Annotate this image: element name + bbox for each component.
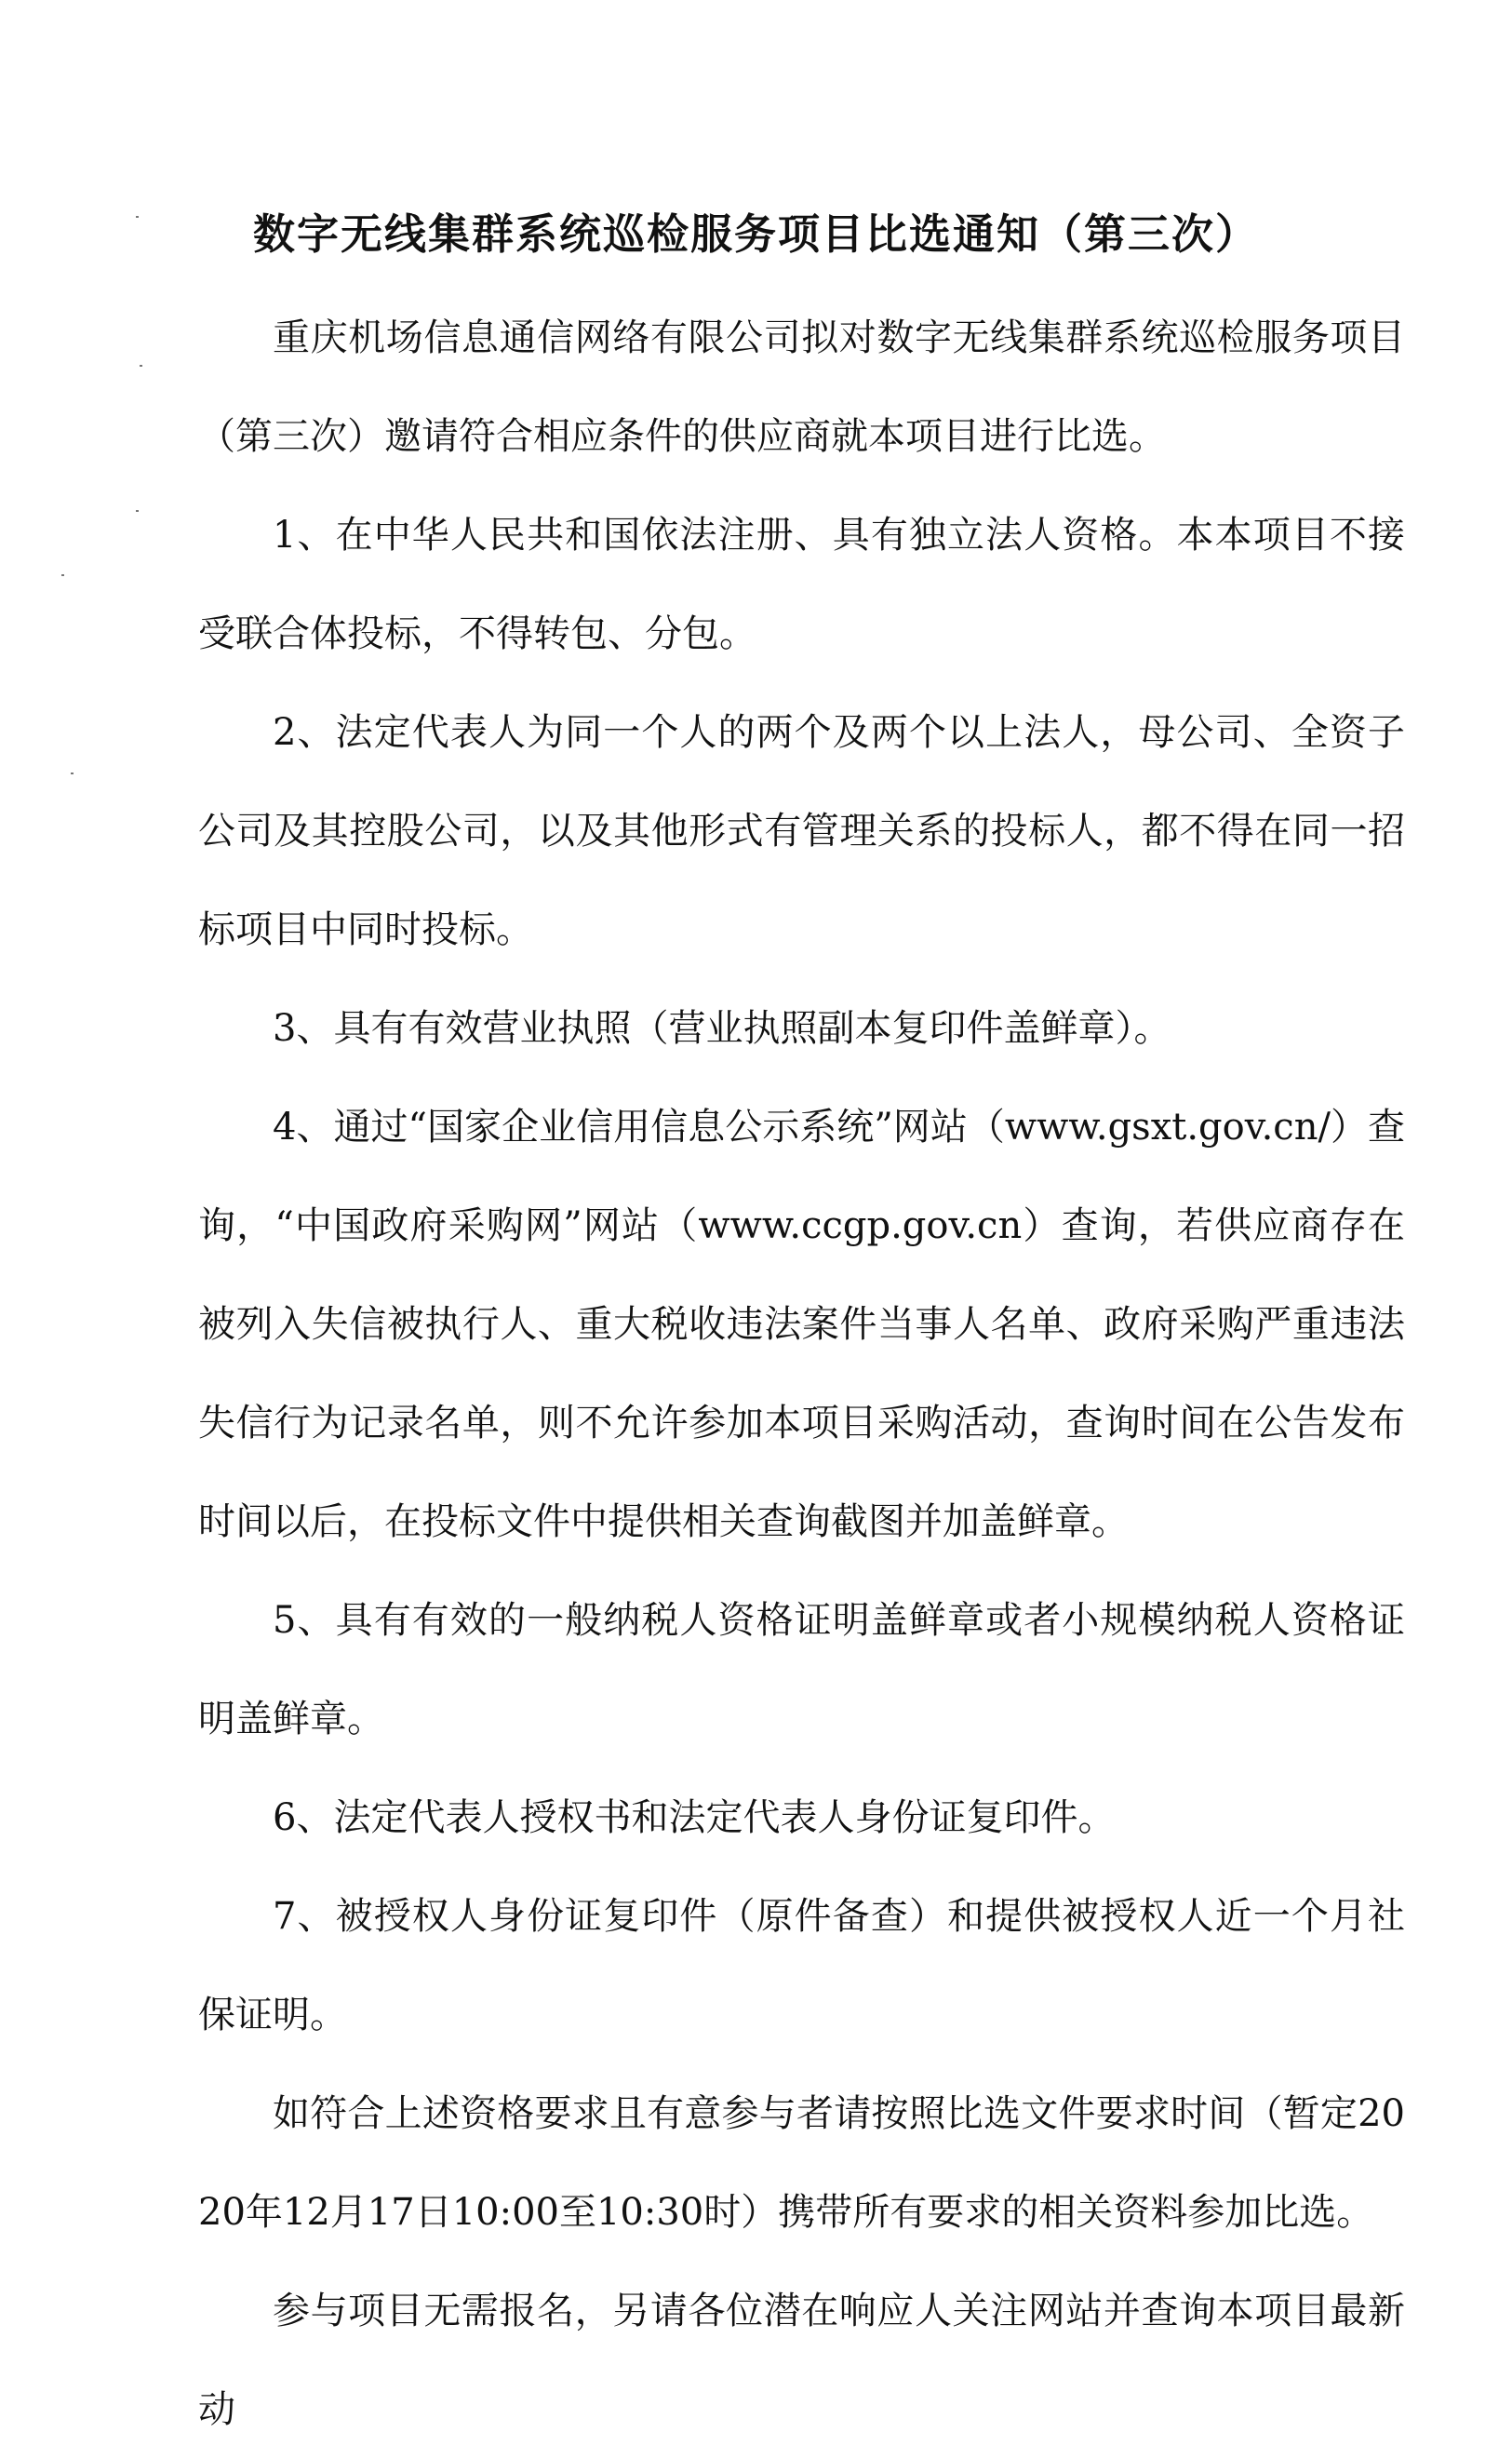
document-title: 数字无线集群系统巡检服务项目比选通知（第三次） (252, 209, 1259, 259)
intro-paragraph: 重庆机场信息通信网络有限公司拟对数字无线集群系统巡检服务项目（第三次）邀请符合相应条件的供应商就本项目进行比选。 (198, 316, 1405, 458)
requirement-3: 3、具有有效营业执照（营业执照副本复印件盖鲜章）。 (273, 1007, 1171, 1050)
requirement-2: 2、法定代表人为同一个人的两个及两个以上法人，母公司、全资子公司及其控股公司，以及其他形式有管理关系的投标人，都不得在同一招标项目中同时投标。 (198, 711, 1405, 951)
requirement-1: 1、在中华人民共和国依法注册、具有独立法人资格。本本项目不接受联合体投标，不得转包、分包。 (198, 514, 1405, 655)
registration-note-paragraph: 参与项目无需报名，另请各位潜在响应人关注网站并查询本项目最新动 (198, 2290, 1405, 2431)
scan-mark (136, 216, 139, 218)
requirement-7: 7、被授权人身份证复印件（原件备查）和提供被授权人近一个月社保证明。 (198, 1895, 1405, 2036)
scan-mark (61, 574, 64, 576)
document-body (198, 289, 1405, 2459)
participation-time-paragraph: 如符合上述资格要求且有意参与者请按照比选文件要求时间（暂定2020年12月17日10:00至10:30时）携带所有要求的相关资料参加比选。 (198, 2092, 1405, 2234)
scan-mark (71, 773, 74, 774)
requirement-5: 5、具有有效的一般纳税人资格证明盖鲜章或者小规模纳税人资格证明盖鲜章。 (198, 1599, 1405, 1740)
requirement-6: 6、法定代表人授权书和法定代表人身份证复印件。 (273, 1796, 1116, 1839)
scan-mark (140, 365, 142, 367)
requirement-4: 4、通过“国家企业信用信息公示系统”网站（www.gsxt.gov.cn/）查询，“中国政府采购网”网站（www.ccgp.gov.cn）查询，若供应商存在被列入失信被执行人、重大税收违法案件当事人名单、政府采购严重违法失信行为记录名单，则不允许参加本项目采购活动，查询时间在公告发布时间以后，在投标文件中提供相关查询截图并加盖鲜章。 (198, 1106, 1405, 1543)
scan-mark (136, 510, 139, 512)
